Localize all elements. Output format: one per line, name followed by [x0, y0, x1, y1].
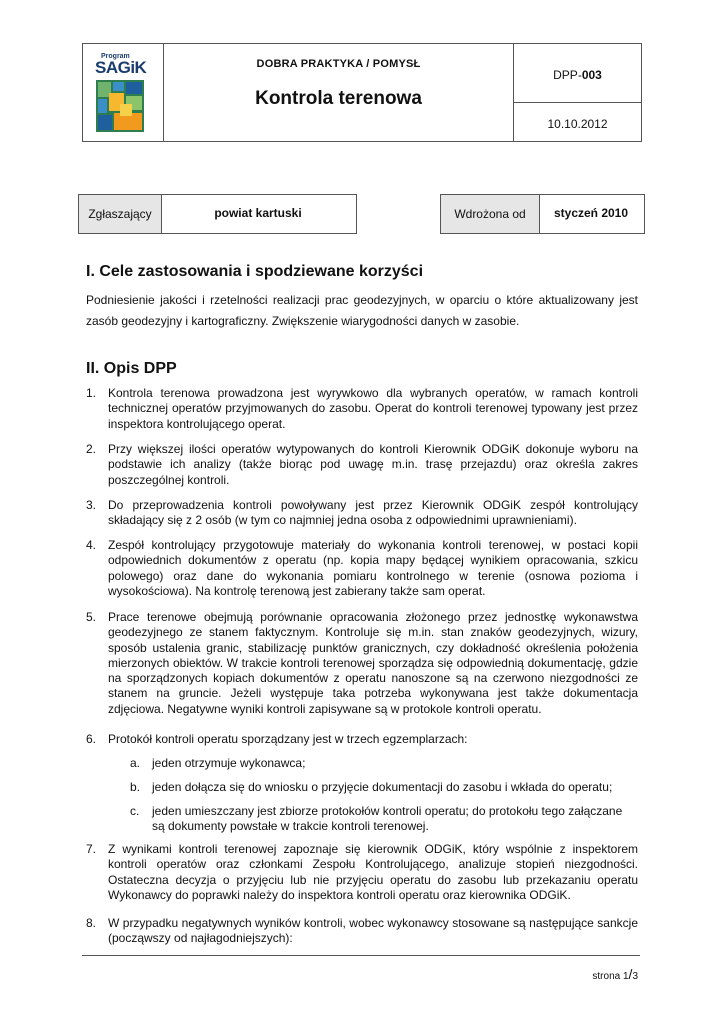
list-item-text: Prace terenowe obejmują porównanie opracowania złożonego przez jednostkę wykonawstwa geodezyjnego ze stanem faktycznym. Kontroluje się m.in. stan znaków geodezyjnych, wizury, sposób ustalenia granic, stabilizację punktów granicznych, czy dokładność określenia położenia mierzonych obiektów. W trakcie kontroli terenowej sporządza się odpowiednią dokumentację, gdzie na sporządzonych kopiach dokumentów z operatu nanoszone są na czerwono niezgodności ze stanem na gruncie. Jeżeli występuje taka potrzeba wykonywana jest także dokumentacja zdjęciowa. Negatywne wyniki kontroli zapisywane są w protokole kontroli operatu. [108, 610, 638, 716]
doc-id [514, 68, 641, 82]
list-item-text: Z wynikami kontroli terenowej zapoznaje się kierownik ODGiK, który wspólnie z inspektorem kontroli operatów oraz członkami Zespołu Kontrolującego, analizuje stopień niezgodności. Ostateczna decyzja o przyjęciu lub nie przyjęciu operatu do zasobu lub przekazaniu operatu Wykonawcy do poprawki należy do inspektora kontroli operatu oraz kierownika ODGiK. [108, 842, 638, 902]
sub-item-letter: a. [130, 756, 141, 770]
section-2-heading: II. Opis DPP [86, 360, 177, 377]
doc-id-cell [514, 44, 641, 103]
page-title: Kontrola terenowa [255, 88, 422, 109]
doc-id-prefix: DPP- [553, 68, 582, 82]
list-item [86, 916, 638, 947]
sub-item-text: jeden otrzymuje wykonawca; [152, 756, 306, 770]
implemented-label: Wdrożona od [454, 207, 526, 221]
list-item-number: 7. [86, 842, 97, 856]
sub-item-text: jeden umieszczany jest zbiorze protokołów kontroli operatu; do protokołu tego załączane są dokumenty powstałe w trakcie kontroli terenowej. [152, 804, 623, 834]
sub-list-item [130, 780, 638, 795]
title-cell [164, 44, 514, 141]
logo-cell [83, 44, 164, 141]
list-item-number: 6. [86, 732, 97, 746]
list-item-number: 3. [86, 498, 97, 512]
list-item-text: W przypadku negatywnych wyników kontroli, wobec wykonawcy stosowane są następujące sankcje (począwszy od najłagodniejszych): [108, 916, 638, 946]
list-item-text: Do przeprowadzenia kontroli powoływany jest przez Kierownik ODGiK zespół kontrolujący składający się z 2 osób (w tym co najmniej jedna osoba z odpowiednimi uprawnieniami). [108, 498, 638, 528]
logo-name-text: SAGiK [95, 58, 147, 77]
submitter-label-cell [78, 194, 162, 234]
page-label: strona [592, 971, 621, 982]
page-number [592, 966, 638, 982]
sub-item-letter: b. [130, 780, 141, 794]
sub-item-letter: c. [130, 804, 140, 818]
page-current: 1 [622, 971, 629, 982]
sub-list-item [130, 756, 638, 771]
list-item-number: 4. [86, 538, 97, 552]
logo-program-text: Program [101, 53, 130, 60]
implemented-value-cell [538, 194, 645, 234]
list-item-text: Protokół kontroli operatu sporządzany jest w trzech egzemplarzach: [108, 732, 468, 746]
list-item-number: 5. [86, 610, 97, 624]
list-item [86, 842, 638, 903]
sagik-logo-icon [96, 80, 144, 132]
implemented-value: styczeń 2010 [553, 206, 629, 220]
sub-list-item [130, 804, 638, 835]
list-item [86, 610, 638, 717]
list-item-number: 2. [86, 442, 97, 456]
list-item [86, 498, 638, 529]
section-1-text: Podniesienie jakości i rzetelności realizacji prac geodezyjnych, w oparciu o które aktualizowany jest zasób geodezyjny i kartograficzny. Zwiększenie wiarygodności danych w zasobie. [86, 293, 638, 328]
section-1-heading: I. Cele zastosowania i spodziewane korzyści [86, 263, 424, 280]
page-separator: / [628, 966, 633, 982]
implemented-label-cell [440, 194, 540, 234]
submitter-label: Zgłaszający [88, 207, 152, 221]
doc-date-cell [514, 103, 641, 141]
doc-date: 10.10.2012 [547, 117, 608, 131]
submitter-value: powiat kartuski [214, 206, 302, 220]
doc-id-number: 003 [581, 68, 602, 82]
list-item-text: Przy większej ilości operatów wytypowanych do kontroli Kierownik ODGiK dokonuje wyboru na podstawie ich analizy (także biorąc pod uwagę m.in. trasę przejazdu) oraz określa zakres poszczególnej kontroli. [108, 442, 638, 487]
list-item [86, 386, 638, 432]
doc-type: DOBRA PRAKTYKA / POMYSŁ [256, 58, 421, 70]
page-total: 3 [632, 971, 638, 982]
list-item-number: 8. [86, 916, 97, 930]
document-header [82, 43, 642, 142]
sub-item-text: jeden dołącza się do wniosku o przyjęcie dokumentacji do zasobu i wkłada do operatu; [152, 780, 613, 794]
list-item-number: 1. [86, 386, 97, 400]
list-item [86, 732, 638, 747]
submitter-value-cell [160, 194, 357, 234]
list-item-text: Zespół kontrolujący przygotowuje materiały do wykonania kontroli terenowej, w postaci kopii odpowiednich dokumentów z operatu (np. kopia mapy będącej wynikiem opracowania, szkicu polowego) oraz dane do wykonania pomiaru kontrolnego w terenie (osnowa pozioma i wysokościowa). Na kontrolę terenową jest zabierany także sam operat. [108, 538, 638, 598]
list-item [86, 442, 638, 488]
footer-divider [82, 955, 640, 956]
list-item [86, 538, 638, 599]
list-item-text: Kontrola terenowa prowadzona jest wyrywkowo dla wybranych operatów, w ramach kontroli technicznej operatów przyjmowanych do zasobu. Operat do kontroli terenowej typowany jest przez inspektora kontrolującego operat. [108, 386, 638, 431]
